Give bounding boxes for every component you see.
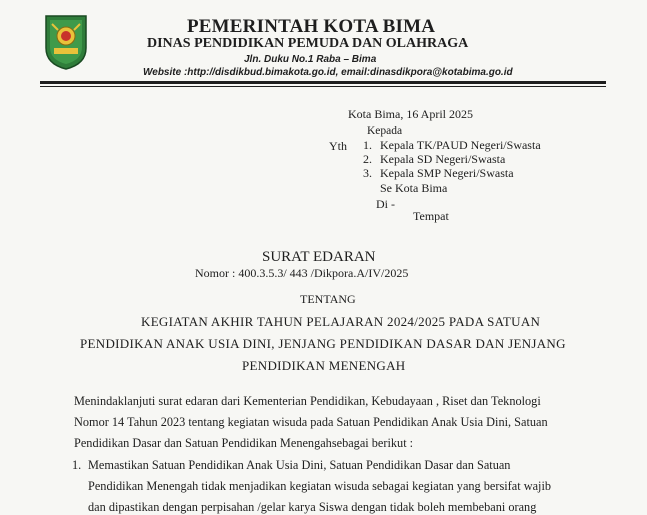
point-line: dan dipastikan dengan perpisahan /gelar karya Siswa dengan tidak boleh membebani orang	[88, 500, 537, 514]
recipient-num: 2.	[363, 152, 372, 166]
letterhead-divider	[40, 81, 606, 84]
point-line: Pendidikan Menengah tidak menjadikan kegiatan wisuda sebagai kegiatan yang bersifat wajib	[88, 479, 552, 493]
coat-of-arms-icon	[44, 14, 88, 70]
intro-line: Pendidikan Dasar dan Satuan Pendidikan Menengahsebagai berikut :	[74, 436, 414, 450]
intro-line: Menindaklanjuti surat edaran dari Kementerian Pendidikan, Kebudayaan , Riset dan Teknologi	[74, 394, 541, 408]
about-label: TENTANG	[300, 292, 356, 306]
recipient-item: Kepala SD Negeri/Swasta	[380, 152, 506, 166]
letterhead-divider-thin	[40, 86, 606, 87]
recipient-num: 3.	[363, 166, 372, 180]
letterhead-address: Jln. Duku No.1 Raba – Bima	[244, 54, 377, 65]
subject-line: PENDIDIKAN MENENGAH	[242, 358, 406, 373]
recipient-item: Kepala TK/PAUD Negeri/Swasta	[380, 138, 541, 152]
recipient-scope: Se Kota Bima	[380, 181, 448, 195]
di-label: Di -	[376, 197, 395, 211]
subject-line: PENDIDIKAN ANAK USIA DINI, JENJANG PENDIDIKAN DASAR DAN JENJANG	[80, 336, 566, 351]
recipient-num: 1.	[363, 138, 372, 152]
letterhead-government: PEMERINTAH KOTA BIMA	[187, 16, 436, 37]
document-title: SURAT EDARAN	[262, 249, 376, 265]
point-line: Memastikan Satuan Pendidikan Anak Usia Dini, Satuan Pendidikan Dasar dan Satuan	[88, 458, 511, 472]
letterhead-department: DINAS PENDIDIKAN PEMUDA DAN OLAHRAGA	[147, 36, 469, 51]
tempat-label: Tempat	[413, 209, 449, 223]
recipient-item: Kepala SMP Negeri/Swasta	[380, 166, 514, 180]
yth-label: Yth	[329, 139, 347, 153]
kepada-label: Kepada	[367, 125, 403, 137]
date-line: Kota Bima, 16 April 2025	[348, 107, 473, 121]
letterhead-website: Website :http://disdikbud.bimakota.go.id, email:dinasdikpora@kotabima.go.id	[143, 67, 513, 78]
intro-line: Nomor 14 Tahun 2023 tentang kegiatan wisuda pada Satuan Pendidikan Anak Usia Dini, Satuan	[74, 415, 548, 429]
point-number: 1.	[72, 458, 82, 472]
subject-line: KEGIATAN AKHIR TAHUN PELAJARAN 2024/2025 PADA SATUAN	[141, 314, 541, 329]
document-number: Nomor : 400.3.5.3/ 443 /Dikpora.A/IV/2025	[195, 266, 409, 280]
